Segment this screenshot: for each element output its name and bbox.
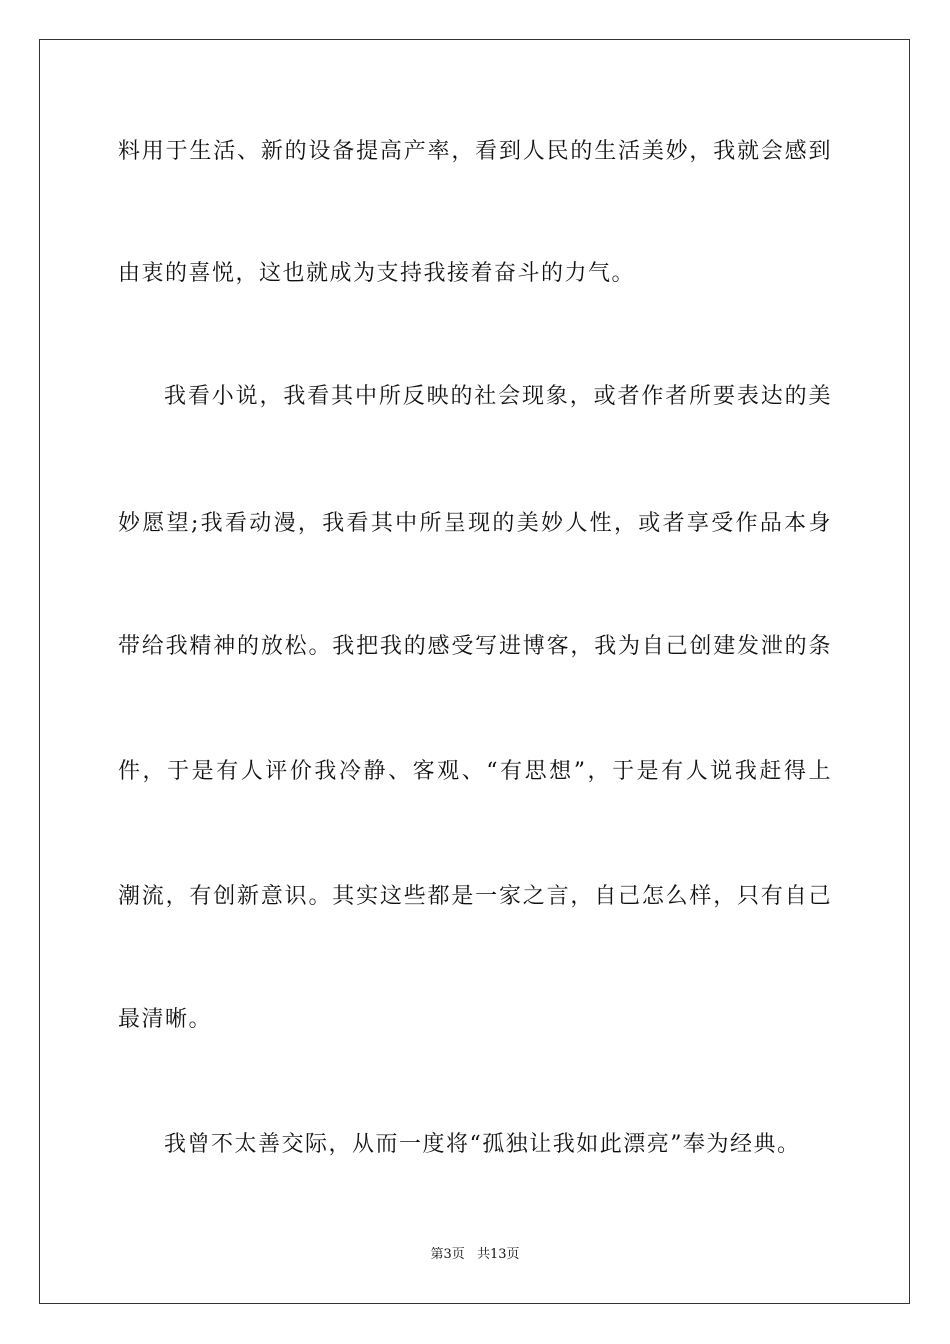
text-line: 料用于生活、新的设备提高产率，看到人民的生活美妙，我就会感到	[118, 139, 832, 164]
text-line: 带给我精神的放松。我把我的感受写进博客，我为自己创建发泄的条	[118, 634, 832, 659]
text-line: 件，于是有人评价我冷静、客观、“有思想”，于是有人说我赶得上	[118, 759, 832, 784]
page-border	[39, 39, 910, 1304]
paragraph-first-line: 我曾不太善交际，从而一度将“孤独让我如此漂亮”奉为经典。	[164, 1132, 801, 1157]
page-footer	[0, 1247, 950, 1263]
text-line: 由衷的喜悦，这也就成为支持我接着奋斗的力气。	[118, 261, 636, 286]
text-line: 最清晰。	[118, 1007, 213, 1032]
page-number: 第3页	[430, 1247, 465, 1262]
text-line: 妙愿望;我看动漫，我看其中所呈现的美妙人性，或者享受作品本身	[118, 511, 832, 536]
page-total: 共13页	[476, 1247, 520, 1262]
text-line: 潮流，有创新意识。其实这些都是一家之言，自己怎么样，只有自己	[118, 884, 832, 909]
paragraph-first-line: 我看小说，我看其中所反映的社会现象，或者作者所要表达的美	[164, 384, 832, 409]
